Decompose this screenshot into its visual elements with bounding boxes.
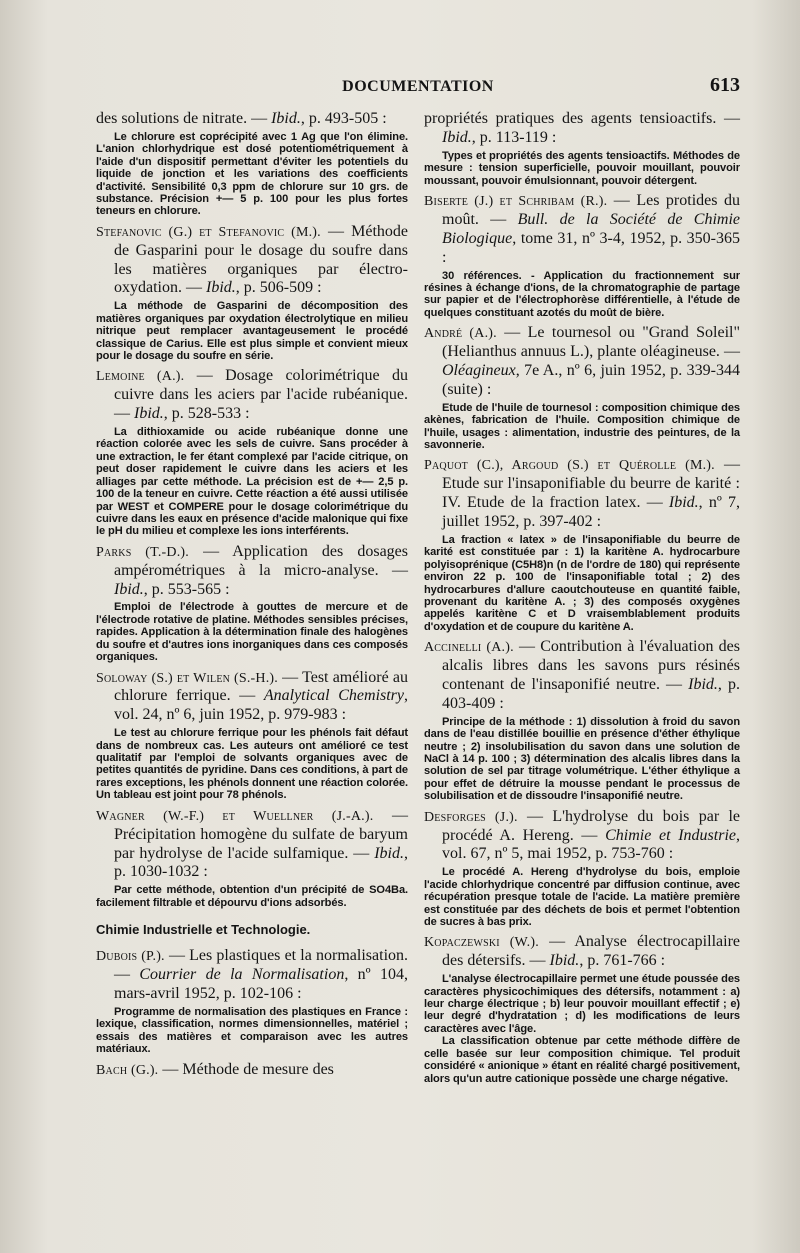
bibliography-entry	[424, 808, 740, 929]
entry-details: , p. 493-505 :	[300, 110, 387, 127]
abstract-paragraph: La méthode de Gasparini de décomposition des matières organiques par oxydation électrolytique en milieu nitrique peut remplacer avantageusement le procédé classique de Carius. Elle est plus simple et convient mieux pour le dosage du soufre en série.	[96, 300, 408, 363]
entry-abstract	[424, 150, 740, 187]
entry-reference	[96, 110, 408, 129]
entry-title: des solutions de nitrate. —	[96, 110, 272, 127]
entry-journal: Ibid.	[549, 952, 580, 970]
entry-reference	[424, 324, 740, 400]
abstract-paragraph: Etude de l'huile de tournesol : composition chimique des akènes, fabrication de l'huile. Composition chimique de l'huile, usages : alimentation, industrie des peintures, de la savonnerie.	[424, 401, 740, 451]
page-number: 613	[710, 74, 740, 96]
entry-abstract	[96, 727, 408, 802]
abstract-paragraph: Le procédé A. Hereng d'hydrolyse du bois, emploie l'acide chlorhydrique concentré par diffusion continue, avec récupération presque totale de l'acide. La matière première est constituée par des déchets de bois et permet l'obtention de sucres à bas prix.	[424, 866, 740, 929]
entry-reference	[96, 669, 408, 726]
abstract-paragraph: La fraction « latex » de l'insaponifiable du beurre de karité est constituée par : 1) la karitène A. hydrocarbure polyisoprénique (C5H8)n (n de l'ordre de 180) qui représente environ 22 p. 100 de l'insaponifiable total ; 2) des hydrocarbures d'allure caoutchouteuse en quantité faible, provenant du karitène A. ; 3) des composés oxygènes appelés karitène C et D vraisemblablement produits d'oxydation et de coupure du karitène A.	[424, 533, 740, 633]
entry-journal: Chimie et Industrie	[605, 826, 737, 844]
section-heading: Chimie Industrielle et Technologie.	[96, 922, 311, 938]
entry-journal: Ibid.	[688, 676, 718, 694]
entry-title: — Etude sur l'insaponifiable du beurre de karité : IV. Etude de la fraction latex. —	[442, 456, 741, 512]
entry-journal: Oléagineux	[442, 361, 516, 379]
entry-details: , 7e A., nº 6, juin 1952, p. 339-344 (suite) :	[442, 361, 740, 398]
bibliography-entry	[96, 543, 408, 664]
entry-reference	[424, 933, 740, 971]
entry-details: , p. 113-119 :	[471, 128, 557, 146]
bibliography-entry	[424, 110, 740, 187]
entry-details: , nº 104, mars-avril 1952, p. 102-106 :	[114, 966, 408, 1003]
abstract-paragraph: 30 références. - Application du fractionnement sur résines à échange d'ions, de la chromatographie de partage sur papier et de l'électrophorèse différentielle, à l'étude de quelques constituant azotés du moût de bière.	[424, 269, 740, 319]
left-column	[96, 110, 408, 1085]
entry-author: Accinelli (A.).	[424, 640, 514, 656]
entry-author: Parks (T.-D.).	[96, 544, 189, 560]
entry-reference	[424, 638, 740, 714]
entry-journal: Bull. de la Société de Chimie Biologique	[442, 210, 741, 247]
entry-reference	[424, 808, 740, 865]
bibliography-entry	[96, 110, 408, 218]
entry-abstract	[96, 300, 408, 362]
bibliography-entry	[424, 933, 740, 1085]
entry-title: — Méthode de mesure des	[158, 1060, 334, 1078]
entry-abstract	[424, 866, 740, 928]
entry-journal: Ibid.	[206, 279, 236, 297]
entry-title: — Méthode de Gasparini pour le dosage du soufre dans les matières organiques par électro-oxydation. —	[114, 222, 409, 297]
bibliography-entry	[96, 807, 408, 909]
bibliography-entry	[96, 669, 408, 802]
entry-title: — Dosage colorimétrique du cuivre dans les aciers par l'acide rubéanique. —	[114, 367, 409, 423]
entry-details: , vol. 24, nº 6, juin 1952, p. 979-983 :	[114, 687, 409, 724]
abstract-paragraph: La classification obtenue par cette méthode diffère de celle basée sur leur composition chimique. Tel produit considéré « anionique » étant en réalité chargé positivement, alors qu'un autre cationique possède une charge négative.	[424, 1035, 740, 1085]
entry-title: — Précipitation homogène du sulfate de baryum par hydrolyse de l'acide sulfamique. —	[114, 806, 409, 862]
entry-author: Soloway (S.) et Wilen (S.-H.).	[96, 670, 278, 686]
entry-author: Wagner (W.-F.) et Wuellner (J.-A.).	[96, 808, 374, 824]
entry-reference	[96, 807, 408, 883]
abstract-paragraph: Par cette méthode, obtention d'un précipité de SO4Ba. facilement filtrable et dépourvu d'ions adsorbés.	[96, 884, 408, 909]
entry-journal: Ibid.	[374, 844, 404, 862]
entry-title: — Application des dosages ampérométriques à la micro-analyse. —	[114, 542, 408, 579]
entry-details: , tome 31, nº 3-4, 1952, p. 350-365 :	[442, 229, 740, 266]
bibliography-entry	[96, 1061, 408, 1080]
entry-abstract	[96, 426, 408, 538]
entry-abstract	[424, 534, 740, 633]
entry-details: , nº 7, juillet 1952, p. 397-402 :	[442, 494, 740, 531]
abstract-paragraph: La dithioxamide ou acide rubéanique donne une réaction colorée avec les sels de cuivre. Sans procéder à une extraction, le fer étant complexé par l'acide citrique, on peut doser rapidement le cuivre dans les aciers et les alliages par cette méthode. La précision est de +— 2,5 p. 100 de la teneur en cuivre. Cette réaction a été aussi utilisée par WEST et COMPERE pour le dosage colorimétrique du cuivre dans les eaux en présence d'acide malonique qui fixe le pH du milieu et complexe les ions interférents.	[96, 426, 408, 538]
abstract-paragraph: L'analyse électrocapillaire permet une étude poussée des caractères physicochimiques des détersifs, notamment : a) leur charge électrique ; b) leur pouvoir mouillant effectif ; e) leur degré d'hydratation ; d) les modifications de leurs caractères avec l'âge.	[424, 973, 740, 1035]
entry-abstract	[96, 1006, 408, 1056]
bibliography-entry	[96, 367, 408, 537]
abstract-paragraph: Le chlorure est coprécipité avec 1 Ag que l'on élimine. L'anion chlorhydrique est dosé potentiométriquement à l'aide d'un dispositif permettant d'éviter les potentiels du liquide de jonction et les variations des coefficients d'activité. Sensibilité 0,3 ppm de chlorure sur 10 grs. de substance. Précision +— 5 p. 100 pour les plus fortes teneurs en chlorure.	[96, 130, 408, 218]
bibliography-entry	[424, 192, 740, 319]
entry-reference	[96, 543, 408, 600]
entry-abstract	[424, 270, 740, 320]
entry-abstract	[96, 601, 408, 663]
abstract-paragraph: Le test au chlorure ferrique pour les phénols fait défaut dans de nombreux cas. Les auteurs ont amélioré ce test qualitatif par l'emploi de solvants organiques avec de petites quantités de pyridine. Dans ces conditions, à part de rares exceptions, les phénols donnent une réaction colorée. Un tableau est joint pour 78 phénols.	[96, 727, 408, 802]
right-column	[424, 110, 740, 1090]
entry-reference	[424, 192, 740, 268]
entry-reference	[96, 1061, 408, 1080]
left-entries	[96, 110, 408, 909]
entry-title: — Les protides du moût. —	[442, 192, 740, 228]
entry-author: Lemoine (A.).	[96, 369, 185, 385]
entry-details: , vol. 67, nº 5, mai 1952, p. 753-760 :	[442, 826, 741, 863]
entry-journal: Ibid.	[668, 494, 699, 512]
bibliography-entry	[96, 223, 408, 363]
entry-details: , p. 553-565 :	[143, 580, 230, 598]
page-header	[96, 74, 740, 102]
entry-title: propriétés pratiques des agents tensioactifs. —	[424, 110, 740, 127]
entry-author: Bach (G.).	[96, 1062, 159, 1078]
entry-journal: Courrier de la Normalisation	[139, 966, 345, 984]
entry-reference	[96, 947, 408, 1004]
entry-abstract	[96, 131, 408, 218]
entry-author: André (A.).	[424, 326, 497, 342]
entry-journal: Ibid.	[442, 128, 472, 146]
entry-author: Desforges (J.).	[424, 809, 518, 825]
entry-details: , p. 528-533 :	[163, 405, 250, 423]
abstract-paragraph: Programme de normalisation des plastiques en France : lexique, classification, normes dimensionnelles, matériel ; essais des matières et comparaison avec les autres matériaux.	[96, 1006, 408, 1056]
entry-details: , p. 761-766 :	[579, 952, 666, 970]
entry-details: , p. 403-409 :	[442, 676, 740, 712]
entry-abstract	[424, 402, 740, 452]
entry-title: — Analyse électrocapillaire des détersifs. —	[442, 933, 740, 970]
bibliography-entry	[424, 638, 740, 802]
entry-author: Biserte (J.) et Schribam (R.).	[424, 194, 608, 210]
entry-details: , p. 1030-1032 :	[114, 844, 408, 881]
entry-author: Dubois (P.).	[96, 949, 165, 965]
entry-abstract	[96, 884, 408, 909]
entry-abstract	[424, 973, 740, 1085]
entry-reference	[96, 367, 408, 424]
entry-reference	[96, 223, 408, 299]
bibliography-entry	[424, 324, 740, 451]
entry-reference	[424, 110, 740, 148]
right-entries	[424, 110, 740, 1085]
entry-journal: Ibid.	[271, 110, 301, 127]
abstract-paragraph: Types et propriétés des agents tensioactifs. Méthodes de mesure : tension superficielle, pouvoir mouillant, pouvoir moussant, pouvoir émulsionnant, pouvoir détergent.	[424, 149, 740, 187]
running-title: DOCUMENTATION	[342, 78, 494, 95]
entry-journal: Analytical Chemistry	[263, 687, 405, 705]
bibliography-entry	[96, 947, 408, 1055]
entry-title: — Le tournesol ou "Grand Soleil" (Helianthus annuus L.), plante oléagineuse. —	[442, 324, 740, 361]
entry-author: Kopaczewski (W.).	[424, 935, 539, 951]
entry-title: — Test amélioré au chlorure ferrique. —	[114, 668, 408, 705]
abstract-paragraph: Emploi de l'électrode à gouttes de mercure et de l'électrode rotative de platine. Méthodes sensibles précises, rapides. Application à la détermination finale des halogènes du soufre et d'autres ions inorganiques dans ces composés organiques.	[96, 601, 408, 664]
entry-author: Paquot (C.), Argoud (S.) et Quérolle (M.).	[424, 458, 715, 474]
entry-journal: Ibid.	[134, 405, 164, 423]
entry-details: , p. 506-509 :	[235, 279, 322, 297]
entry-journal: Ibid.	[114, 580, 144, 598]
entry-author: Stefanovic (G.) et Stefanovic (M.).	[96, 224, 321, 240]
entry-reference	[424, 456, 740, 532]
entry-title: — Contribution à l'évaluation des alcalis libres dans les savons purs résinés contenant de l'insaponifié neutre. —	[442, 638, 740, 694]
entry-abstract	[424, 716, 740, 803]
entry-title: — L'hydrolyse du bois par le procédé A. Hereng. —	[442, 807, 740, 844]
bibliography-entry	[424, 456, 740, 633]
left-entries-after	[96, 947, 408, 1079]
abstract-paragraph: Principe de la méthode : 1) dissolution à froid du savon dans de l'eau distillée bouillie en présence d'éther éthylique neutre ; 2) insolubilisation du savon dans une solution de NaCl à 14 p. 100 ; 3) détermination des alcalis libres dans la solution de sel par titrage volumétrique. L'éther éthylique a pour effet de détruire la mousse pendant le processus de solubilisation et de dissoudre l'insaponifié neutre.	[424, 715, 740, 803]
entry-title: — Les plastiques et la normalisation. —	[114, 947, 409, 984]
